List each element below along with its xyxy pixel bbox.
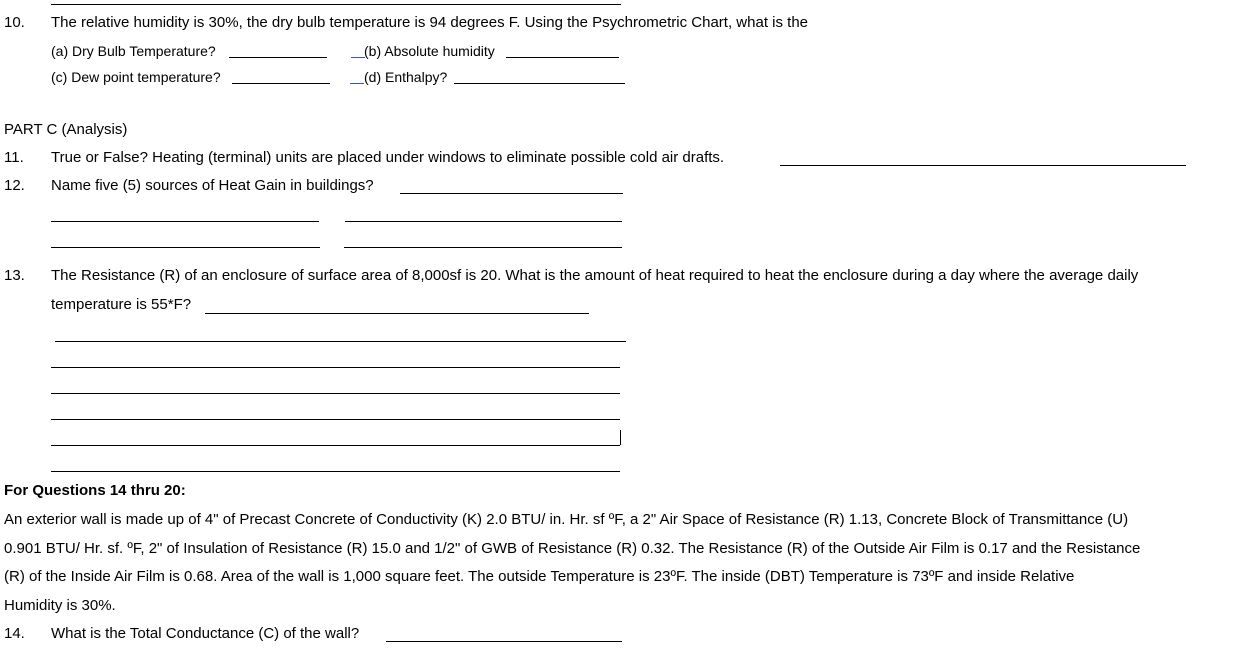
q12-number: 12. <box>4 177 25 194</box>
q14-number: 14. <box>4 625 25 642</box>
q10-part-d-tab-line <box>350 83 364 84</box>
q10-part-d-answer-line[interactable] <box>454 83 625 84</box>
q14-answer-line[interactable] <box>386 641 622 642</box>
q14-20-paragraph-line-1: An exterior wall is made up of 4" of Precast Concrete of Conductivity (K) 2.0 BTU/ in. Hr. sf ºF, a 2" Air Space of Resistance (R) 1.13, Concrete Block of Transmittance (U) <box>4 511 1129 528</box>
q14-20-paragraph-line-3: (R) of the Inside Air Film is 0.68. Area of the wall is 1,000 square feet. The outside Temperature is 23ºF. The inside (DBT) Temperature is 73ºF and inside Relative <box>4 568 1075 585</box>
q10-part-b-label: (b) Absolute humidity <box>364 43 495 59</box>
q11-question: True or False? Heating (terminal) units are placed under windows to eliminate possible cold air drafts. <box>51 149 725 166</box>
q14-20-heading: For Questions 14 thru 20: <box>4 482 186 499</box>
q10-part-c-answer-line[interactable] <box>232 83 330 84</box>
q12-answer-line-3[interactable] <box>345 221 622 222</box>
q10-part-d-label: (d) Enthalpy? <box>364 69 448 85</box>
q13-work-line-2[interactable] <box>51 367 620 368</box>
q10-number: 10. <box>4 14 25 31</box>
q14-question: What is the Total Conductance (C) of the wall? <box>51 625 360 642</box>
q10-part-b-tab-line <box>351 57 365 58</box>
q14-20-paragraph-line-2: 0.901 BTU/ Hr. sf. ºF, 2" of Insulation of Resistance (R) 15.0 and 1/2" of GWB of Resistance (R) 0.32. The Resistance (R) of the Outside Air Film is 0.17 and the Resistance <box>4 540 1141 557</box>
q11-number: 11. <box>4 149 24 166</box>
text-cursor <box>620 430 621 445</box>
q10-part-b-answer-line[interactable] <box>506 57 619 58</box>
q12-answer-line-2[interactable] <box>51 221 319 222</box>
q13-work-line-5[interactable] <box>51 445 620 446</box>
top-divider-line <box>51 4 621 5</box>
part-c-heading: PART C (Analysis) <box>4 121 128 138</box>
q13-question-line-2: temperature is 55*F? <box>51 296 192 313</box>
q14-20-paragraph-line-4: Humidity is 30%. <box>4 597 116 614</box>
q13-work-line-4[interactable] <box>51 419 620 420</box>
q10-part-a-label: (a) Dry Bulb Temperature? <box>51 43 216 59</box>
q13-work-line-6[interactable] <box>51 471 620 472</box>
q13-work-line-1[interactable] <box>55 341 626 342</box>
q12-answer-line-1[interactable] <box>400 193 623 194</box>
q13-question-line-1: The Resistance (R) of an enclosure of surface area of 8,000sf is 20. What is the amount of heat required to heat the enclosure during a day where the average daily <box>51 267 1139 284</box>
q12-question: Name five (5) sources of Heat Gain in buildings? <box>51 177 374 194</box>
q12-answer-line-5[interactable] <box>344 247 622 248</box>
q11-answer-line[interactable] <box>780 165 1186 166</box>
q13-work-line-3[interactable] <box>51 393 620 394</box>
q12-answer-line-4[interactable] <box>51 247 320 248</box>
q13-number: 13. <box>4 267 25 284</box>
q10-part-c-label: (c) Dew point temperature? <box>51 69 221 85</box>
q13-answer-line-1[interactable] <box>205 313 589 314</box>
q10-part-a-answer-line[interactable] <box>229 57 327 58</box>
q10-question: The relative humidity is 30%, the dry bulb temperature is 94 degrees F. Using the Psychrometric Chart, what is the <box>51 14 809 31</box>
